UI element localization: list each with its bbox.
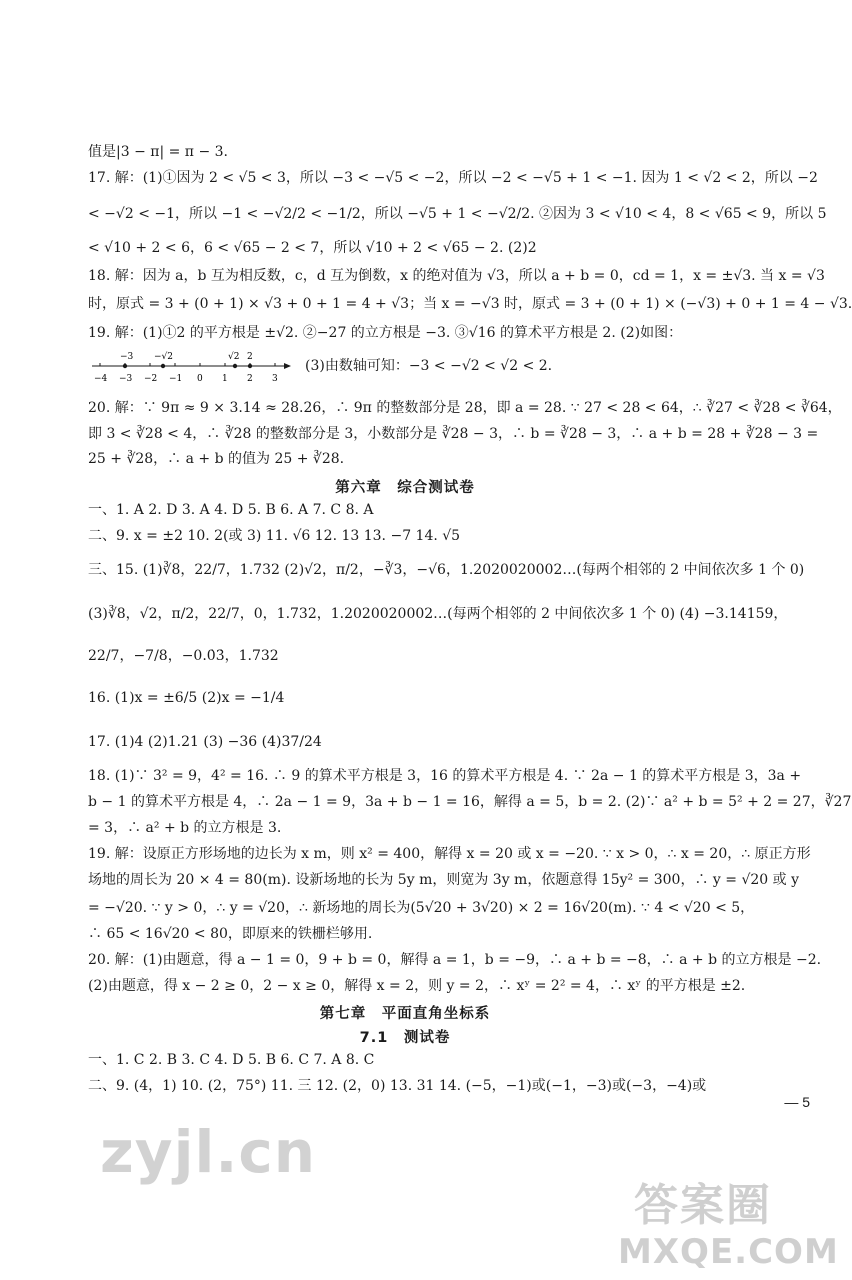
number-line-figure: [88, 348, 293, 386]
text-line: ∴ 65 < 16√20 < 80，即原来的铁栅栏够用.: [88, 926, 373, 942]
text-line: 22/7，−7/8，−0.0̇3̇，1.732: [88, 648, 279, 664]
logo-watermark-text: 答案圈: [634, 1180, 772, 1231]
text-line: 一、1. A 2. D 3. A 4. D 5. B 6. A 7. C 8. A: [88, 502, 374, 518]
site-watermark: zyjl.cn: [100, 1118, 317, 1186]
text-line: 二、9. (4，1) 10. (2，75°) 11. 三 12. (2，0) 13. 31 14. (−5，−1)或(−1，−3)或(−3，−4)或: [88, 1078, 707, 1094]
text-line: b − 1 的算术平方根是 4，∴ 2a − 1 = 9，3a + b − 1 = 16，解得 a = 5，b = 2. (2)∵ a² + b = 5² + 2 = 27，∛27: [88, 794, 852, 810]
number-line-tick-label: −1: [169, 374, 183, 384]
number-line-top-label: −√2: [154, 352, 174, 362]
section-heading: 第六章 综合测试卷: [335, 480, 475, 496]
number-line-tick-label: −3: [119, 374, 133, 384]
section-heading: 7.1 测试卷: [359, 1030, 451, 1046]
number-line-tick-label: −2: [144, 374, 158, 384]
text-line: 19. 解：(1)①2 的平方根是 ±√2. ②−27 的立方根是 −3. ③√16 的算术平方根是 2. (2)如图：: [88, 325, 683, 341]
logo-watermark: [618, 1180, 839, 1272]
text-line: 18. 解：因为 a，b 互为相反数，c，d 互为倒数，x 的绝对值为 √3，所以 a + b = 0，cd = 1，x = ±√3. 当 x = √3: [88, 268, 825, 284]
text-line: 即 3 < ∛28 < 4，∴ ∛28 的整数部分是 3，小数部分是 ∛28 − 3，∴ b = ∛28 − 3，∴ a + b = 28 + ∛28 − 3 =: [88, 426, 819, 442]
text-line: (2)由题意，得 x − 2 ≥ 0，2 − x ≥ 0，解得 x = 2，则 y = 2，∴ xʸ = 2² = 4，∴ xʸ 的平方根是 ±2.: [88, 978, 746, 994]
text-line: 19. 解：设原正方形场地的边长为 x m，则 x² = 400，解得 x = 20 或 x = −20. ∵ x > 0，∴ x = 20，∴ 原正方形: [88, 846, 811, 862]
text-line: 值是|3 − π| = π − 3.: [88, 144, 228, 160]
text-line: 18. (1)∵ 3² = 9，4² = 16. ∴ 9 的算术平方根是 3，16 的算术平方根是 4. ∵ 2a − 1 的算术平方根是 3，3a +: [88, 768, 802, 784]
section-heading: 第七章 平面直角坐标系: [319, 1006, 491, 1022]
number-line-tick-label: 1: [222, 374, 228, 384]
text-line: < −√2 < −1，所以 −1 < −√2/2 < −1/2，所以 −√5 + 1 < −√2/2. ②因为 3 < √10 < 4，8 < √65 < 9，所以 5: [88, 206, 827, 222]
number-line-tick-label: 0: [197, 374, 203, 384]
text-line: 时，原式 = 3 + (0 + 1) × √3 + 0 + 1 = 4 + √3；当 x = −√3 时，原式 = 3 + (0 + 1) × (−√3) + 0 + 1 = 4 − √3.: [88, 296, 852, 312]
text-line: 20. 解：(1)由题意，得 a − 1 = 0，9 + b = 0，解得 a = 1，b = −9，∴ a + b = −8，∴ a + b 的立方根是 −2.: [88, 952, 822, 968]
text-line: 场地的周长为 20 × 4 = 80(m). 设新场地的长为 5y m，则宽为 3y m，依题意得 15y² = 300，∴ y = √20 或 y: [88, 872, 800, 888]
text-line: = 3，∴ a² + b 的立方根是 3.: [88, 820, 282, 836]
logo-watermark-site: MXQE.COM: [618, 1232, 839, 1272]
text-line: = −√20. ∵ y > 0，∴ y = √20，∴ 新场地的周长为(5√20 + 3√20) × 2 = 16√20(m). ∵ 4 < √20 < 5，: [88, 900, 755, 916]
text-line: 16. (1)x = ±6/5 (2)x = −1/4: [88, 690, 285, 706]
text-line: < √10 + 2 < 6，6 < √65 − 2 < 7，所以 √10 + 2 < √65 − 2. (2)2: [88, 240, 537, 256]
text-line: 20. 解：∵ 9π ≈ 9 × 3.14 ≈ 28.26，∴ 9π 的整数部分是 28，即 a = 28. ∵ 27 < 28 < 64，∴ ∛27 < ∛28 < ∛64，: [88, 400, 842, 416]
text-line: 三、15. (1)∛8，22/7，1.732 (2)√2，π/2，−∛3，−√6，1.2020020002…(每两个相邻的 2 中间依次多 1 个 0): [88, 562, 805, 578]
text-line: 一、1. C 2. B 3. C 4. D 5. B 6. C 7. A 8. C: [88, 1052, 375, 1068]
page-number: — 5: [784, 1094, 810, 1110]
text-line: 25 + ∛28，∴ a + b 的值为 25 + ∛28.: [88, 451, 345, 467]
text-line: 17. 解：(1)①因为 2 < √5 < 3，所以 −3 < −√5 < −2，所以 −2 < −√5 + 1 < −1. 因为 1 < √2 < 2，所以 −2: [88, 170, 818, 186]
number-line-caption: (3)由数轴可知：−3 < −√2 < √2 < 2.: [305, 358, 553, 374]
number-line-tick-label: −4: [94, 374, 108, 384]
number-line-top-label: √2: [228, 352, 240, 362]
number-line-top-label: −3: [120, 352, 134, 362]
text-line: 二、9. x = ±2 10. 2(或 3) 11. √6 12. 13 13. −7 14. √5: [88, 528, 461, 544]
text-line: (3)∛8，√2，π/2，22/7，0，1.732，1.2020020002…(每两个相邻的 2 中间依次多 1 个 0) (4) −3.14159，: [88, 606, 788, 622]
text-line: 17. (1)4 (2)1.21 (3) −36 (4)37/24: [88, 734, 322, 750]
number-line-tick-label: 2: [247, 374, 253, 384]
number-line-tick-label: 3: [272, 374, 278, 384]
number-line-top-label: 2: [247, 352, 253, 362]
